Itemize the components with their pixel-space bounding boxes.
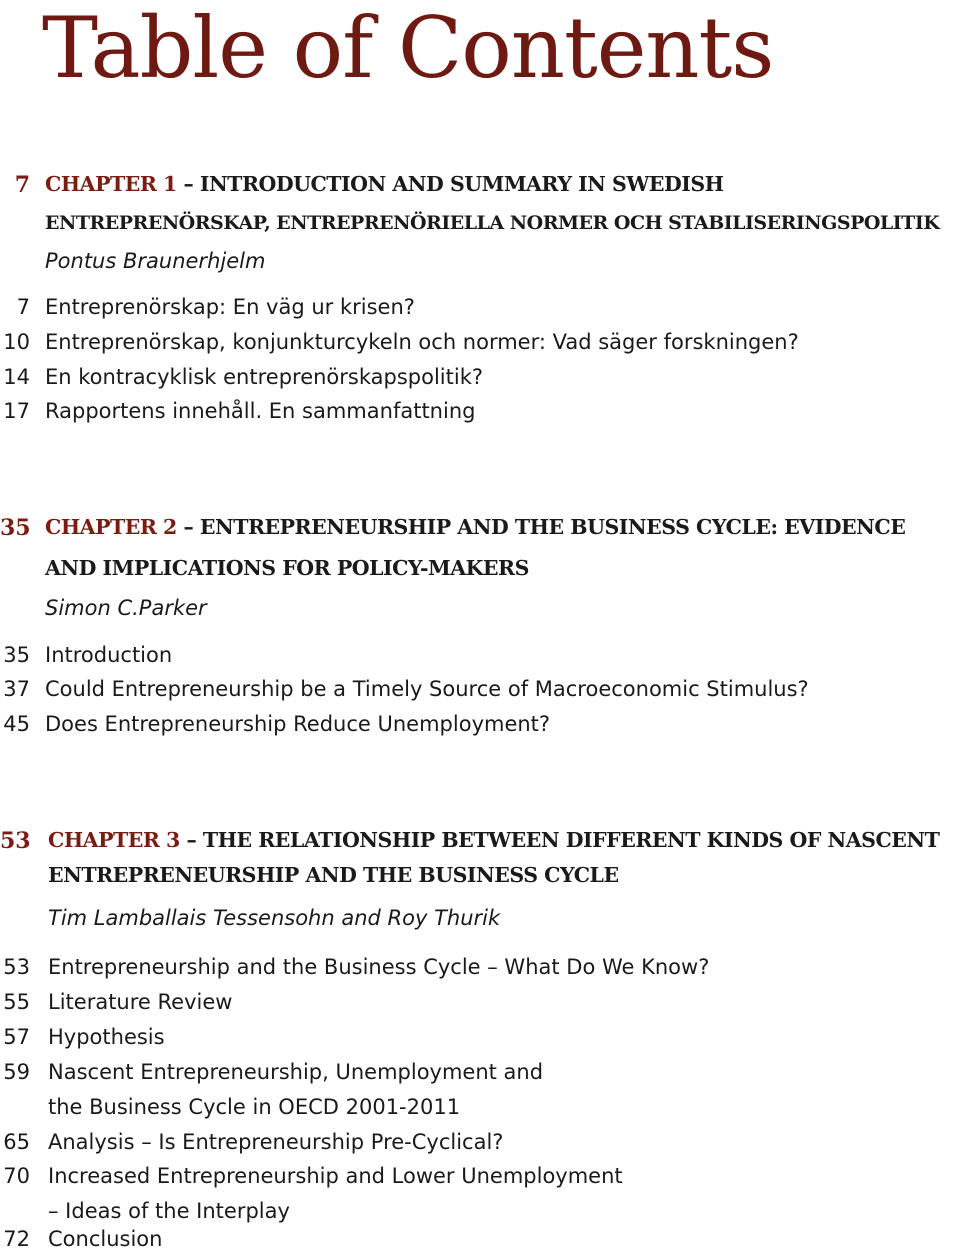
entry-title-line2: – Ideas of the Interplay: [48, 1199, 290, 1223]
entry-page-number: 17: [3, 399, 30, 423]
entry-page-number: 45: [3, 712, 30, 736]
chapter-title-line2: ENTREPRENEURSHIP AND THE BUSINESS CYCLE: [48, 863, 619, 887]
chapter-title: ENTREPRENEURSHIP AND THE BUSINESS CYCLE: EVIDENCE: [199, 515, 906, 539]
entry-page-number: 55: [3, 990, 30, 1014]
entry-title: Conclusion: [48, 1227, 163, 1251]
chapter-title-line2: AND IMPLICATIONS FOR POLICY-MAKERS: [45, 556, 529, 580]
entry-title: Could Entrepreneurship be a Timely Source of Macroeconomic Stimulus?: [45, 677, 809, 701]
entry-page-number: 72: [3, 1227, 30, 1251]
author-name: Simon C.Parker: [45, 596, 207, 620]
entry-title: Entreprenörskap: En väg ur krisen?: [45, 295, 415, 319]
chapter-label: CHAPTER 1: [45, 172, 177, 196]
entry-page-number: 14: [3, 365, 30, 389]
entry-title: Increased Entrepreneurship and Lower Unemployment: [48, 1164, 623, 1188]
chapter-page-number: 53: [0, 828, 31, 854]
chapter-dash: –: [183, 515, 194, 539]
entry-title-line2: the Business Cycle in OECD 2001-2011: [48, 1095, 461, 1119]
entry-page-number: 65: [3, 1130, 30, 1154]
entry-title: Does Entrepreneurship Reduce Unemployment?: [45, 712, 551, 736]
entry-title: Introduction: [45, 643, 173, 667]
entry-page-number: 37: [3, 677, 30, 701]
chapter-dash: –: [186, 828, 197, 852]
entry-title: Analysis – Is Entrepreneurship Pre-Cyclical?: [48, 1130, 504, 1154]
entry-page-number: 10: [3, 330, 30, 354]
chapter-label: CHAPTER 3: [48, 828, 180, 852]
entry-page-number: 35: [3, 643, 30, 667]
chapter-dash: –: [183, 172, 194, 196]
chapter-page-number: 35: [0, 515, 31, 541]
entry-page-number: 57: [3, 1025, 30, 1049]
chapter-label: CHAPTER 2: [45, 515, 177, 539]
entry-page-number: 53: [3, 955, 30, 979]
entry-page-number: 7: [16, 295, 30, 319]
entry-title: Literature Review: [48, 990, 233, 1014]
entry-title: Hypothesis: [48, 1025, 165, 1049]
chapter-page-number: 7: [14, 172, 30, 198]
entry-title: En kontracyklisk entreprenörskapspolitik?: [45, 365, 484, 389]
author-name: Pontus Braunerhjelm: [45, 249, 266, 273]
chapter-title: THE RELATIONSHIP BETWEEN DIFFERENT KINDS OF NASCENT: [202, 828, 940, 852]
chapter-title: INTRODUCTION AND SUMMARY IN SWEDISH: [199, 172, 724, 196]
entry-title: Entreprenörskap, konjunkturcykeln och normer: Vad säger forskningen?: [45, 330, 799, 354]
entry-title: Rapportens innehåll. En sammanfattning: [45, 399, 476, 423]
chapter-title-line2: ENTREPRENÖRSKAP, ENTREPRENÖRIELLA NORMER OCH STABILISERINGSPOLITIK: [45, 212, 940, 234]
entry-title: Nascent Entrepreneurship, Unemployment and: [48, 1060, 544, 1084]
page-title: Table of Contents: [42, 0, 774, 97]
author-name: Tim Lamballais Tessensohn and Roy Thurik: [48, 906, 501, 930]
entry-title: Entrepreneurship and the Business Cycle – What Do We Know?: [48, 955, 710, 979]
entry-page-number: 59: [3, 1060, 30, 1084]
entry-page-number: 70: [3, 1164, 30, 1188]
